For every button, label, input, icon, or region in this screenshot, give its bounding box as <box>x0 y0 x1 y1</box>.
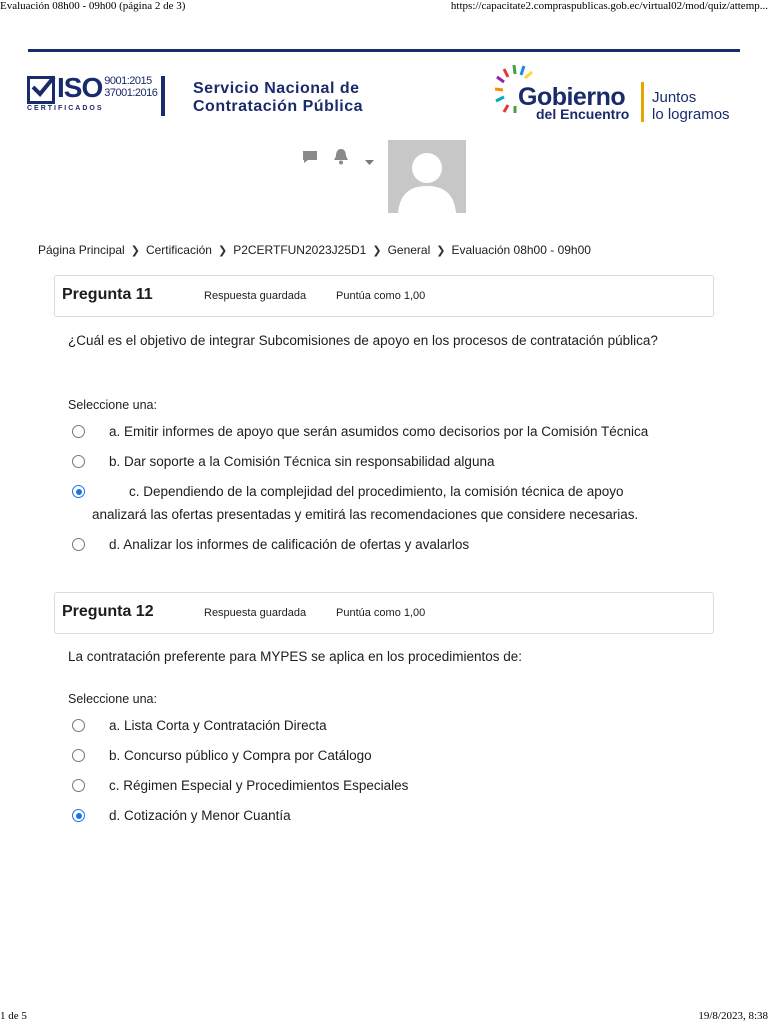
question-state: Respuesta guardada <box>204 607 307 619</box>
option-11-c[interactable] <box>72 480 672 526</box>
radio-button[interactable] <box>72 425 85 438</box>
option-label: c. Régimen Especial y Procedimientos Especiales <box>109 778 409 793</box>
iso-number-2: 37001:2016 <box>104 87 158 99</box>
select-prompt-12: Seleccione una: <box>68 692 157 706</box>
option-label: d. Analizar los informes de calificación de ofertas y avalarlos <box>109 537 470 552</box>
radio-button-selected[interactable] <box>72 809 85 822</box>
notifications-bell-icon[interactable] <box>333 148 349 170</box>
print-header-url: https://capacitate2.compraspublicas.gob.ec/virtual02/mod/quiz/attemp... <box>450 0 768 12</box>
option-label: b. Dar soporte a la Comisión Técnica sin responsabilidad alguna <box>109 454 495 469</box>
chevron-right-icon: ❯ <box>436 244 446 257</box>
radio-button[interactable] <box>72 538 85 551</box>
print-header-title: Evaluación 08h00 - 09h00 (página 2 de 3) <box>0 0 186 12</box>
option-label: c. Dependiendo de la complejidad del procedimiento, la comisión técnica de apoyo analizará las ofertas presentadas y emitirá las recomendaciones que considere necesarias. <box>92 484 639 522</box>
user-menu-caret-icon[interactable] <box>365 153 374 171</box>
breadcrumb-certificacion[interactable]: Certificación <box>145 243 212 257</box>
select-prompt-11: Seleccione una: <box>68 398 157 412</box>
option-label: a. Lista Corta y Contratación Directa <box>109 718 327 733</box>
sercop-line-1: Servicio Nacional de <box>193 80 360 97</box>
iso-text: ISO <box>57 72 103 103</box>
chevron-right-icon: ❯ <box>217 244 228 257</box>
question-state: Respuesta guardada <box>204 290 307 302</box>
gobierno-logo <box>494 63 744 123</box>
radio-button[interactable] <box>72 455 85 468</box>
slogan-line-1: Juntos <box>652 89 697 106</box>
option-label: a. Emitir informes de apoyo que serán asumidos como decisorios por la Comisión Técnica <box>109 424 649 439</box>
breadcrumb-quiz[interactable]: Evaluación 08h00 - 09h00 <box>451 243 591 257</box>
sercop-logo[interactable] <box>193 80 363 116</box>
print-footer-datetime: 19/8/2023, 8:38 <box>698 1010 768 1022</box>
iso-number-1: 9001:2015 <box>104 75 152 87</box>
question-grade: Puntúa como 1,00 <box>336 607 426 619</box>
gobierno-text: Gobierno <box>518 83 626 111</box>
option-label: b. Concurso público y Compra por Catálogo <box>109 748 372 763</box>
top-rule <box>28 49 740 52</box>
sercop-line-2: Contratación Pública <box>193 98 364 115</box>
option-12-d[interactable] <box>72 804 692 827</box>
radio-button[interactable] <box>72 779 85 792</box>
breadcrumb <box>38 243 591 257</box>
slogan <box>652 89 730 123</box>
print-footer-page: 1 de 5 <box>0 1010 27 1022</box>
breadcrumb-home[interactable]: Página Principal <box>38 243 125 257</box>
option-label: d. Cotización y Menor Cuantía <box>109 808 291 823</box>
option-12-c[interactable] <box>72 774 692 797</box>
iso-badge-logo <box>27 72 158 115</box>
option-11-a[interactable] <box>72 420 692 443</box>
encuentro-text: del Encuentro <box>536 106 630 122</box>
breadcrumb-course[interactable]: P2CERTFUN2023J25D1 <box>233 243 367 257</box>
chevron-right-icon: ❯ <box>372 244 382 257</box>
question-number: Pregunta 11 <box>62 286 153 303</box>
question-text-12: La contratación preferente para MYPES se aplica en los procedimientos de: <box>68 649 523 664</box>
option-11-b[interactable] <box>72 450 692 473</box>
breadcrumb-general[interactable]: General <box>387 243 431 257</box>
option-12-b[interactable] <box>72 744 692 767</box>
question-number: Pregunta 12 <box>62 603 154 620</box>
option-11-d[interactable] <box>72 533 692 556</box>
radio-button-selected[interactable] <box>72 485 85 498</box>
check-icon <box>27 76 55 104</box>
logo-divider <box>161 76 165 116</box>
radio-button[interactable] <box>72 749 85 762</box>
gobierno-divider <box>641 82 644 122</box>
question-text-11: ¿Cuál es el objetivo de integrar Subcomisiones de apoyo en los procesos de contratación pública? <box>68 333 658 348</box>
user-avatar[interactable] <box>388 140 466 213</box>
radio-button[interactable] <box>72 719 85 732</box>
chevron-right-icon: ❯ <box>130 244 140 257</box>
question-grade: Puntúa como 1,00 <box>336 290 426 302</box>
question-info-12 <box>54 592 714 634</box>
slogan-line-2: lo logramos <box>652 106 730 123</box>
option-12-a[interactable] <box>72 714 692 737</box>
user-silhouette-icon <box>388 140 466 213</box>
messages-icon[interactable] <box>302 150 318 169</box>
question-info-11 <box>54 275 714 317</box>
iso-certified-label: CERTIFICADOS <box>27 105 104 112</box>
